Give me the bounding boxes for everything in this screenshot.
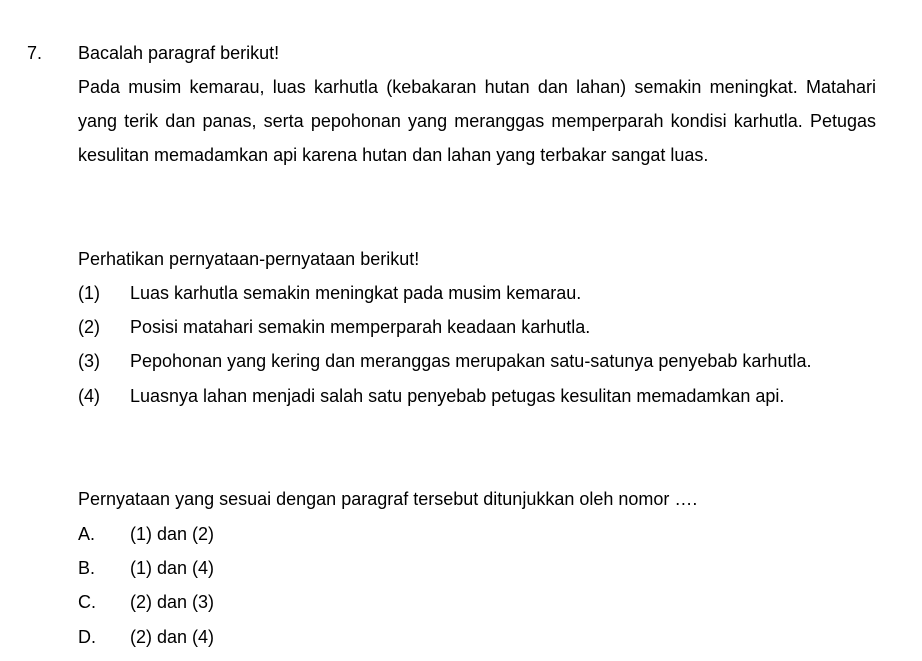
- option-b[interactable]: [78, 551, 876, 585]
- statement-text: Luasnya lahan menjadi salah satu penyebab petugas kesulitan memadamkan api.: [130, 385, 785, 406]
- statement-item: [78, 379, 876, 413]
- statement-number: (1): [78, 283, 100, 303]
- statement-item: [78, 344, 876, 378]
- reading-paragraph: Pada musim kemarau, luas karhutla (kebakaran hutan dan lahan) semakin meningkat. Matahari yang terik dan panas, serta pepohonan yang meranggas memperparah kondisi karhutla. Petugas kesulitan memadamkan api karena hutan dan lahan yang terbakar sangat luas.: [78, 77, 876, 166]
- option-d[interactable]: [78, 620, 876, 654]
- option-letter: C.: [78, 592, 96, 613]
- instruction-text: Bacalah paragraf berikut!: [78, 43, 280, 63]
- question-prompt: Pernyataan yang sesuai dengan paragraf tersebut ditunjukkan oleh nomor ….: [78, 489, 698, 509]
- option-text: (1) dan (4): [130, 558, 215, 579]
- question-number: 7.: [27, 43, 43, 63]
- option-text: (2) dan (3): [130, 592, 215, 613]
- option-text: (1) dan (2): [130, 524, 215, 544]
- statement-item: [78, 310, 876, 344]
- statement-text: Pepohonan yang kering dan meranggas merupakan satu-satunya penyebab karhutla.: [130, 351, 812, 372]
- statements-intro: Perhatikan pernyataan-pernyataan berikut!: [78, 249, 420, 269]
- statement-number: (2): [78, 317, 100, 338]
- option-letter: A.: [78, 524, 96, 544]
- statement-text: Posisi matahari semakin memperparah keadaan karhutla.: [130, 317, 591, 338]
- option-c[interactable]: [78, 585, 876, 619]
- option-text: (2) dan (4): [130, 626, 215, 647]
- statement-list: [78, 276, 876, 413]
- statement-item: [78, 276, 876, 310]
- statement-number: (3): [78, 351, 100, 372]
- option-letter: B.: [78, 558, 96, 579]
- option-a[interactable]: [78, 517, 876, 551]
- statement-text: Luas karhutla semakin meningkat pada musim kemarau.: [130, 283, 582, 303]
- answer-options: [78, 517, 876, 654]
- statement-number: (4): [78, 385, 100, 406]
- option-letter: D.: [78, 626, 96, 647]
